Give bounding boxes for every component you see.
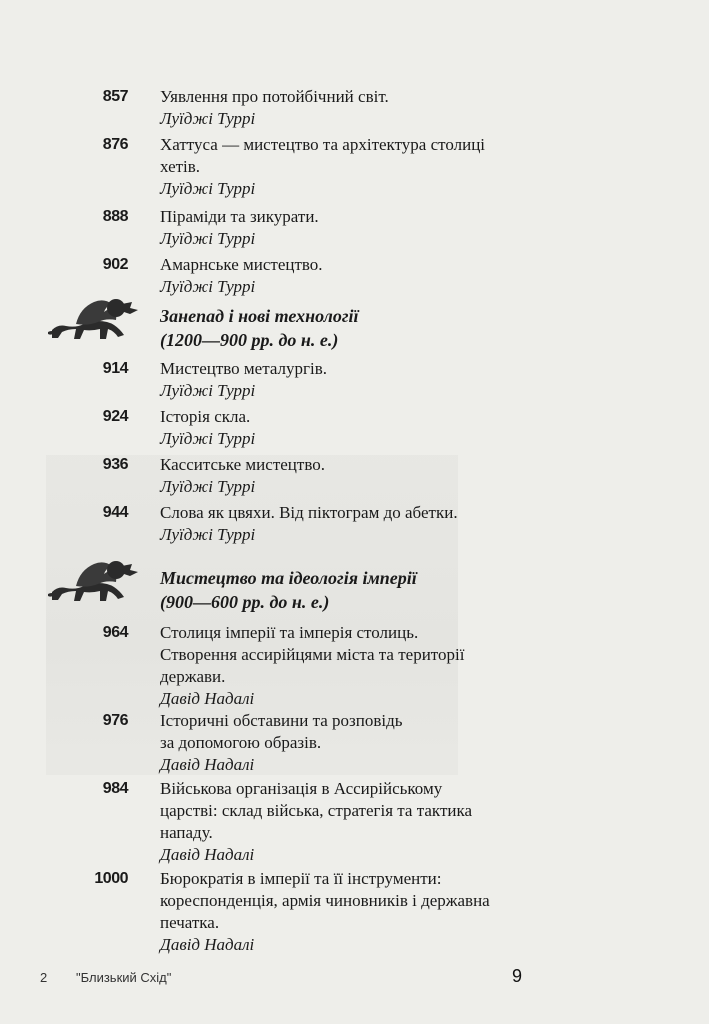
toc-page-number: 1000 — [94, 870, 128, 887]
footer-page-number-right: 9 — [512, 966, 523, 986]
toc-entry-author: Луїджі Туррі — [160, 179, 256, 198]
section-title — [160, 304, 540, 352]
section-title-line: (900—600 рр. до н. е.) — [160, 592, 330, 612]
toc-entry-title-line: нападу. — [160, 823, 213, 842]
toc-entry-title-line: Історія скла. — [160, 407, 251, 426]
toc-page-number: 976 — [102, 712, 128, 729]
toc-entry-body — [160, 454, 540, 498]
toc-entry-body — [160, 868, 540, 956]
toc-page-number: 876 — [102, 136, 128, 153]
toc-entry-body — [160, 86, 540, 130]
toc-page-number: 984 — [102, 780, 128, 797]
toc-entry-author: Луїджі Туррі — [160, 381, 256, 400]
toc-entry-author: Луїджі Туррі — [160, 277, 256, 296]
section-title-line: Занепад і нові технології — [160, 306, 359, 326]
toc-page-number: 936 — [102, 456, 128, 473]
toc-entry-author: Давід Надалі — [160, 755, 255, 774]
toc-entry-title-line: Слова як цвяхи. Від піктограм до абетки. — [160, 503, 458, 522]
toc-entry-body — [160, 134, 540, 200]
winged-lion-icon — [46, 290, 142, 351]
toc-page-number: 888 — [102, 208, 128, 225]
toc-entry-body — [160, 710, 540, 776]
toc-entry-body — [160, 622, 540, 710]
toc-page-number: 902 — [102, 256, 128, 273]
toc-entry-title-line: Уявлення про потойбічний світ. — [160, 87, 389, 106]
toc-page-number: 914 — [102, 360, 128, 377]
toc-entry-body — [160, 406, 540, 450]
toc-entry-author: Луїджі Туррі — [160, 525, 256, 544]
footer-page-number-left: 2 — [40, 970, 48, 985]
toc-entry-author: Луїджі Туррі — [160, 229, 256, 248]
toc-entry-author: Давід Надалі — [160, 689, 255, 708]
toc-entry-title-line: Створення ассирійцями міста та території — [160, 645, 465, 664]
section-title — [160, 566, 540, 614]
toc-entry-title-line: Історичні обставини та розповідь — [160, 711, 403, 730]
toc-entry-title-line: хетів. — [160, 157, 201, 176]
toc-entry-body — [160, 778, 540, 866]
toc-page-number: 857 — [102, 88, 128, 105]
toc-entry-title-line: кореспонденція, армія чиновників і державна — [160, 891, 490, 910]
toc-entry-title-line: Хаттуса — мистецтво та архітектура столиці — [160, 135, 486, 154]
section-title-line: (1200—900 рр. до н. е.) — [160, 330, 339, 350]
toc-entry-body — [160, 502, 540, 546]
toc-entry-body — [160, 358, 540, 402]
toc-entry-body — [160, 206, 540, 250]
toc-entry-author: Луїджі Туррі — [160, 477, 256, 496]
toc-page-number: 944 — [102, 504, 128, 521]
winged-lion-icon — [46, 552, 142, 613]
toc-entry-author: Давід Надалі — [160, 845, 255, 864]
toc-entry-title-line: держави. — [160, 667, 226, 686]
toc-entry-author: Давід Надалі — [160, 935, 255, 954]
toc-entry-author: Луїджі Туррі — [160, 429, 256, 448]
toc-entry-title-line: Амарнське мистецтво. — [160, 255, 323, 274]
toc-entry-title-line: Піраміди та зикурати. — [160, 207, 319, 226]
toc-page-number: 924 — [102, 408, 128, 425]
toc-entry-author: Луїджі Туррі — [160, 109, 256, 128]
toc-entry-title-line: Столиця імперії та імперія столиць. — [160, 623, 419, 642]
toc-entry-body — [160, 254, 540, 298]
toc-page-number: 964 — [102, 624, 128, 641]
toc-entry-title-line: Бюрократія в імперії та її інструменти: — [160, 869, 442, 888]
toc-entry-title-line: царстві: склад війська, стратегія та тактика — [160, 801, 473, 820]
toc-entry-title-line: за допомогою образів. — [160, 733, 322, 752]
toc-entry-title-line: Військова організація в Ассирійському — [160, 779, 443, 798]
toc-entry-title-line: Мистецтво металургів. — [160, 359, 328, 378]
toc-entry-title-line: Касситське мистецтво. — [160, 455, 325, 474]
section-title-line: Мистецтво та ідеологія імперії — [160, 568, 417, 588]
toc-entry-title-line: печатка. — [160, 913, 220, 932]
footer-magazine-name: "Близький Схід" — [76, 970, 172, 985]
